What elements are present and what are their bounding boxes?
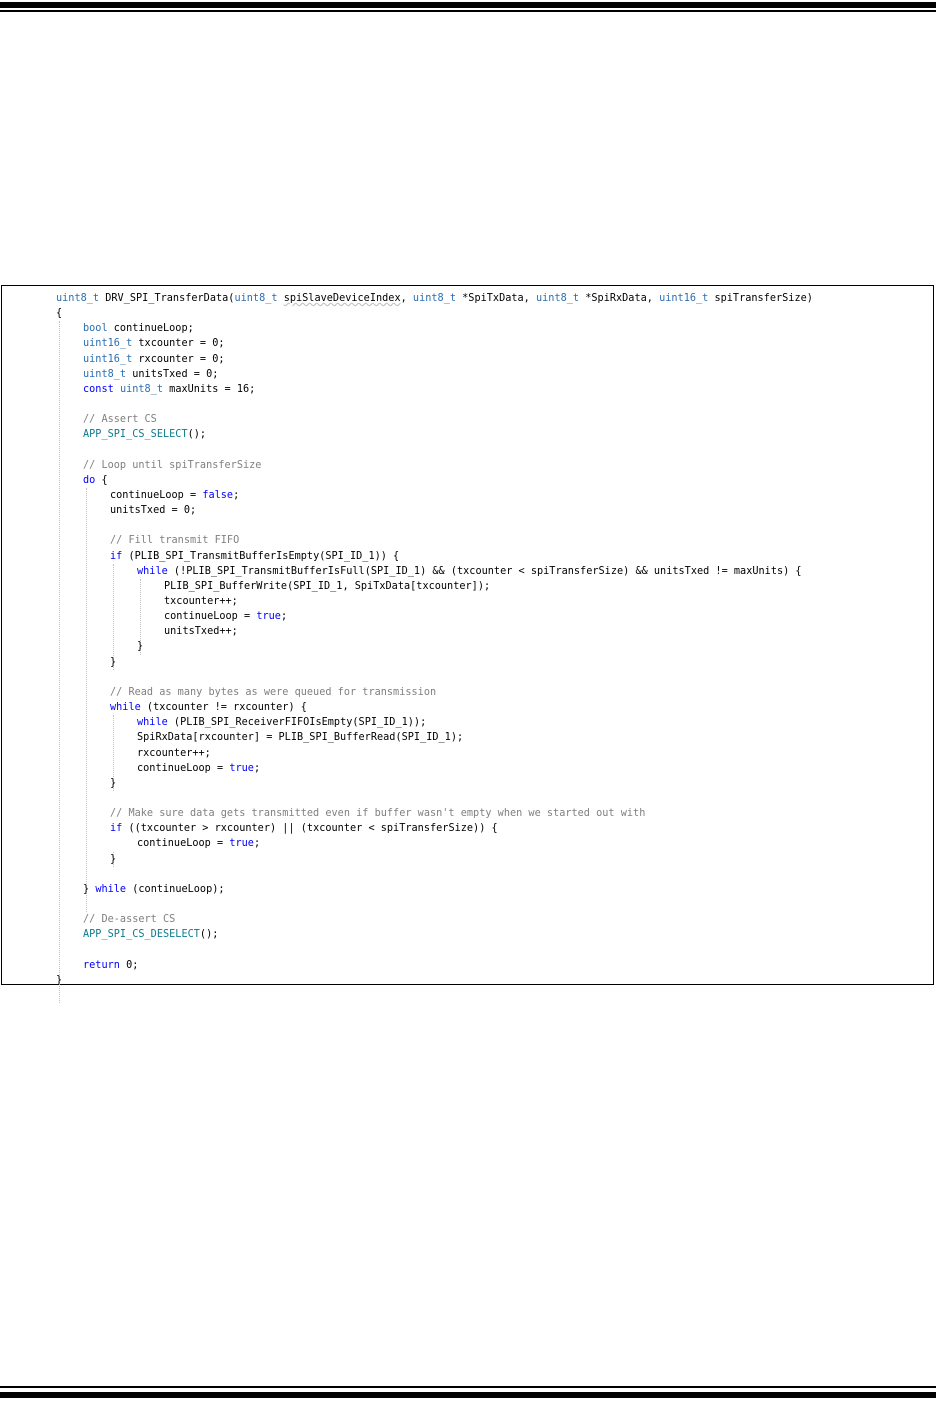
code-token: {: [95, 474, 108, 486]
code-token: continueLoop =: [137, 838, 230, 850]
code-token: // Read as many bytes as were queued for transmission: [110, 686, 437, 698]
code-token: (continueLoop);: [126, 883, 225, 895]
code-token: uint8_t: [234, 293, 278, 304]
code-line: [110, 806, 645, 821]
code-line: [56, 291, 813, 306]
code-token: continueLoop =: [110, 489, 203, 501]
code-line: [83, 473, 108, 488]
code-line: [110, 685, 436, 700]
code-token: }: [56, 974, 63, 986]
code-token: while: [137, 717, 168, 729]
code-token: // Assert CS: [83, 414, 157, 426]
code-token: spiSlaveDeviceIndex: [283, 293, 401, 304]
code-token: rxcounter = 0;: [132, 353, 225, 365]
code-line: [137, 730, 463, 745]
code-line: [164, 624, 238, 639]
code-token: ;: [253, 838, 261, 850]
code-token: (txcounter != rxcounter) {: [140, 702, 307, 714]
code-line: [137, 836, 260, 851]
code-token: continueLoop =: [164, 611, 257, 623]
code-token: APP_SPI_CS_SELECT: [83, 429, 188, 441]
code-token: // Make sure data gets transmitted even if buffer wasn't empty when we started out with: [110, 808, 646, 820]
code-line: [56, 973, 62, 988]
code-token: true: [229, 838, 254, 850]
code-line: [83, 882, 225, 897]
code-token: uint8_t: [412, 293, 456, 304]
code-token: true: [256, 611, 281, 623]
code-line: [56, 306, 62, 321]
code-token: if: [110, 823, 123, 835]
code-line: [83, 352, 225, 367]
code-line: [83, 412, 157, 427]
code-token: }: [110, 656, 117, 668]
code-token: // De-assert CS: [83, 914, 176, 926]
code-token: unitsTxed = 0;: [110, 505, 197, 517]
code-line: [137, 746, 211, 761]
code-line: [83, 927, 218, 942]
code-line: [110, 549, 399, 564]
code-token: // Fill transmit FIFO: [110, 535, 240, 547]
code-token: ();: [187, 429, 207, 441]
code-token: ,: [400, 293, 413, 304]
code-line: [164, 594, 238, 609]
code-token: continueLoop;: [107, 323, 194, 335]
code-token: const: [83, 383, 114, 395]
code-line: [110, 852, 116, 867]
code-token: // Loop until spiTransferSize: [83, 459, 262, 471]
code-token: while: [95, 883, 127, 895]
code-token: APP_SPI_CS_DESELECT: [83, 929, 200, 941]
code-line: [83, 336, 225, 351]
code-token: unitsTxed = 0;: [126, 368, 219, 380]
code-line: [137, 564, 802, 579]
code-line: [110, 700, 307, 715]
code-token: DRV_SPI_TransferData(: [99, 293, 235, 304]
code-line: [110, 503, 196, 518]
code-token: while: [137, 565, 168, 577]
indent-guide: [86, 488, 87, 912]
code-token: }: [110, 853, 117, 865]
code-token: uint8_t: [56, 293, 100, 304]
code-token: txcounter++;: [164, 596, 238, 607]
code-line: [164, 579, 490, 594]
footer-rule-thin: [0, 1386, 936, 1388]
code-token: bool: [83, 323, 108, 335]
code-token: txcounter = 0;: [132, 338, 225, 350]
code-token: (PLIB_SPI_ReceiverFIFOIsEmpty(SPI_ID_1));: [167, 717, 427, 729]
code-token: uint16_t: [83, 338, 133, 350]
code-token: while: [110, 702, 141, 714]
code-token: SpiRxData[rxcounter] = PLIB_SPI_BufferRead(SPI_ID_1);: [137, 732, 464, 744]
code-line: [110, 533, 239, 548]
code-token: uint16_t: [659, 293, 709, 304]
footer-rule-thick: [0, 1392, 936, 1398]
code-line: [83, 382, 255, 397]
code-token: if: [110, 550, 123, 562]
code-token: ;: [233, 489, 240, 501]
code-line: [83, 427, 206, 442]
code-token: *SpiRxData,: [579, 293, 660, 304]
code-token: return: [83, 959, 120, 971]
code-line: [137, 639, 143, 654]
code-token: }: [83, 883, 96, 895]
code-token: spiTransferSize): [708, 293, 813, 304]
code-token: continueLoop =: [137, 762, 230, 774]
code-token: ;: [253, 762, 261, 774]
code-token: do: [83, 474, 96, 486]
code-token: *SpiTxData,: [456, 293, 536, 304]
indent-guide: [59, 321, 60, 1003]
code-token: rxcounter++;: [137, 747, 211, 759]
header-rule-thick: [0, 2, 936, 8]
code-token: }: [110, 777, 117, 789]
code-token: unitsTxed++;: [164, 626, 238, 638]
code-token: 0;: [119, 959, 139, 971]
code-line: [110, 821, 498, 836]
code-token: false: [202, 489, 234, 501]
code-token: PLIB_SPI_BufferWrite(SPI_ID_1, SpiTxData[txcounter]);: [164, 580, 491, 592]
code-line: [137, 761, 260, 776]
code-line: [83, 458, 261, 473]
code-line: [83, 958, 138, 973]
code-token: uint8_t: [536, 293, 580, 304]
header-rule-thin: [0, 10, 936, 12]
code-token: true: [229, 762, 254, 774]
code-token: (!PLIB_SPI_TransmitBufferIsFull(SPI_ID_1) && (txcounter < spiTransferSize) && unitsTxed != maxUnits) {: [167, 565, 802, 577]
code-token: uint8_t: [83, 368, 127, 380]
code-line: [137, 715, 426, 730]
code-token: }: [137, 641, 144, 653]
code-token: ();: [199, 929, 219, 941]
code-line: [83, 912, 175, 927]
code-line: [83, 321, 194, 336]
code-token: uint16_t: [83, 353, 133, 365]
code-token: ;: [280, 611, 288, 623]
code-token: maxUnits = 16;: [163, 383, 256, 395]
code-token: {: [56, 308, 63, 320]
code-token: (PLIB_SPI_TransmitBufferIsEmpty(SPI_ID_1)) {: [122, 550, 400, 562]
code-line: [83, 367, 218, 382]
code-token: ((txcounter > rxcounter) || (txcounter < spiTransferSize)) {: [122, 823, 498, 835]
code-line: [110, 655, 116, 670]
code-listing: [1, 285, 934, 985]
code-line: [164, 609, 287, 624]
code-line: [110, 488, 239, 503]
code-line: [110, 776, 116, 791]
code-token: uint8_t: [119, 383, 164, 395]
